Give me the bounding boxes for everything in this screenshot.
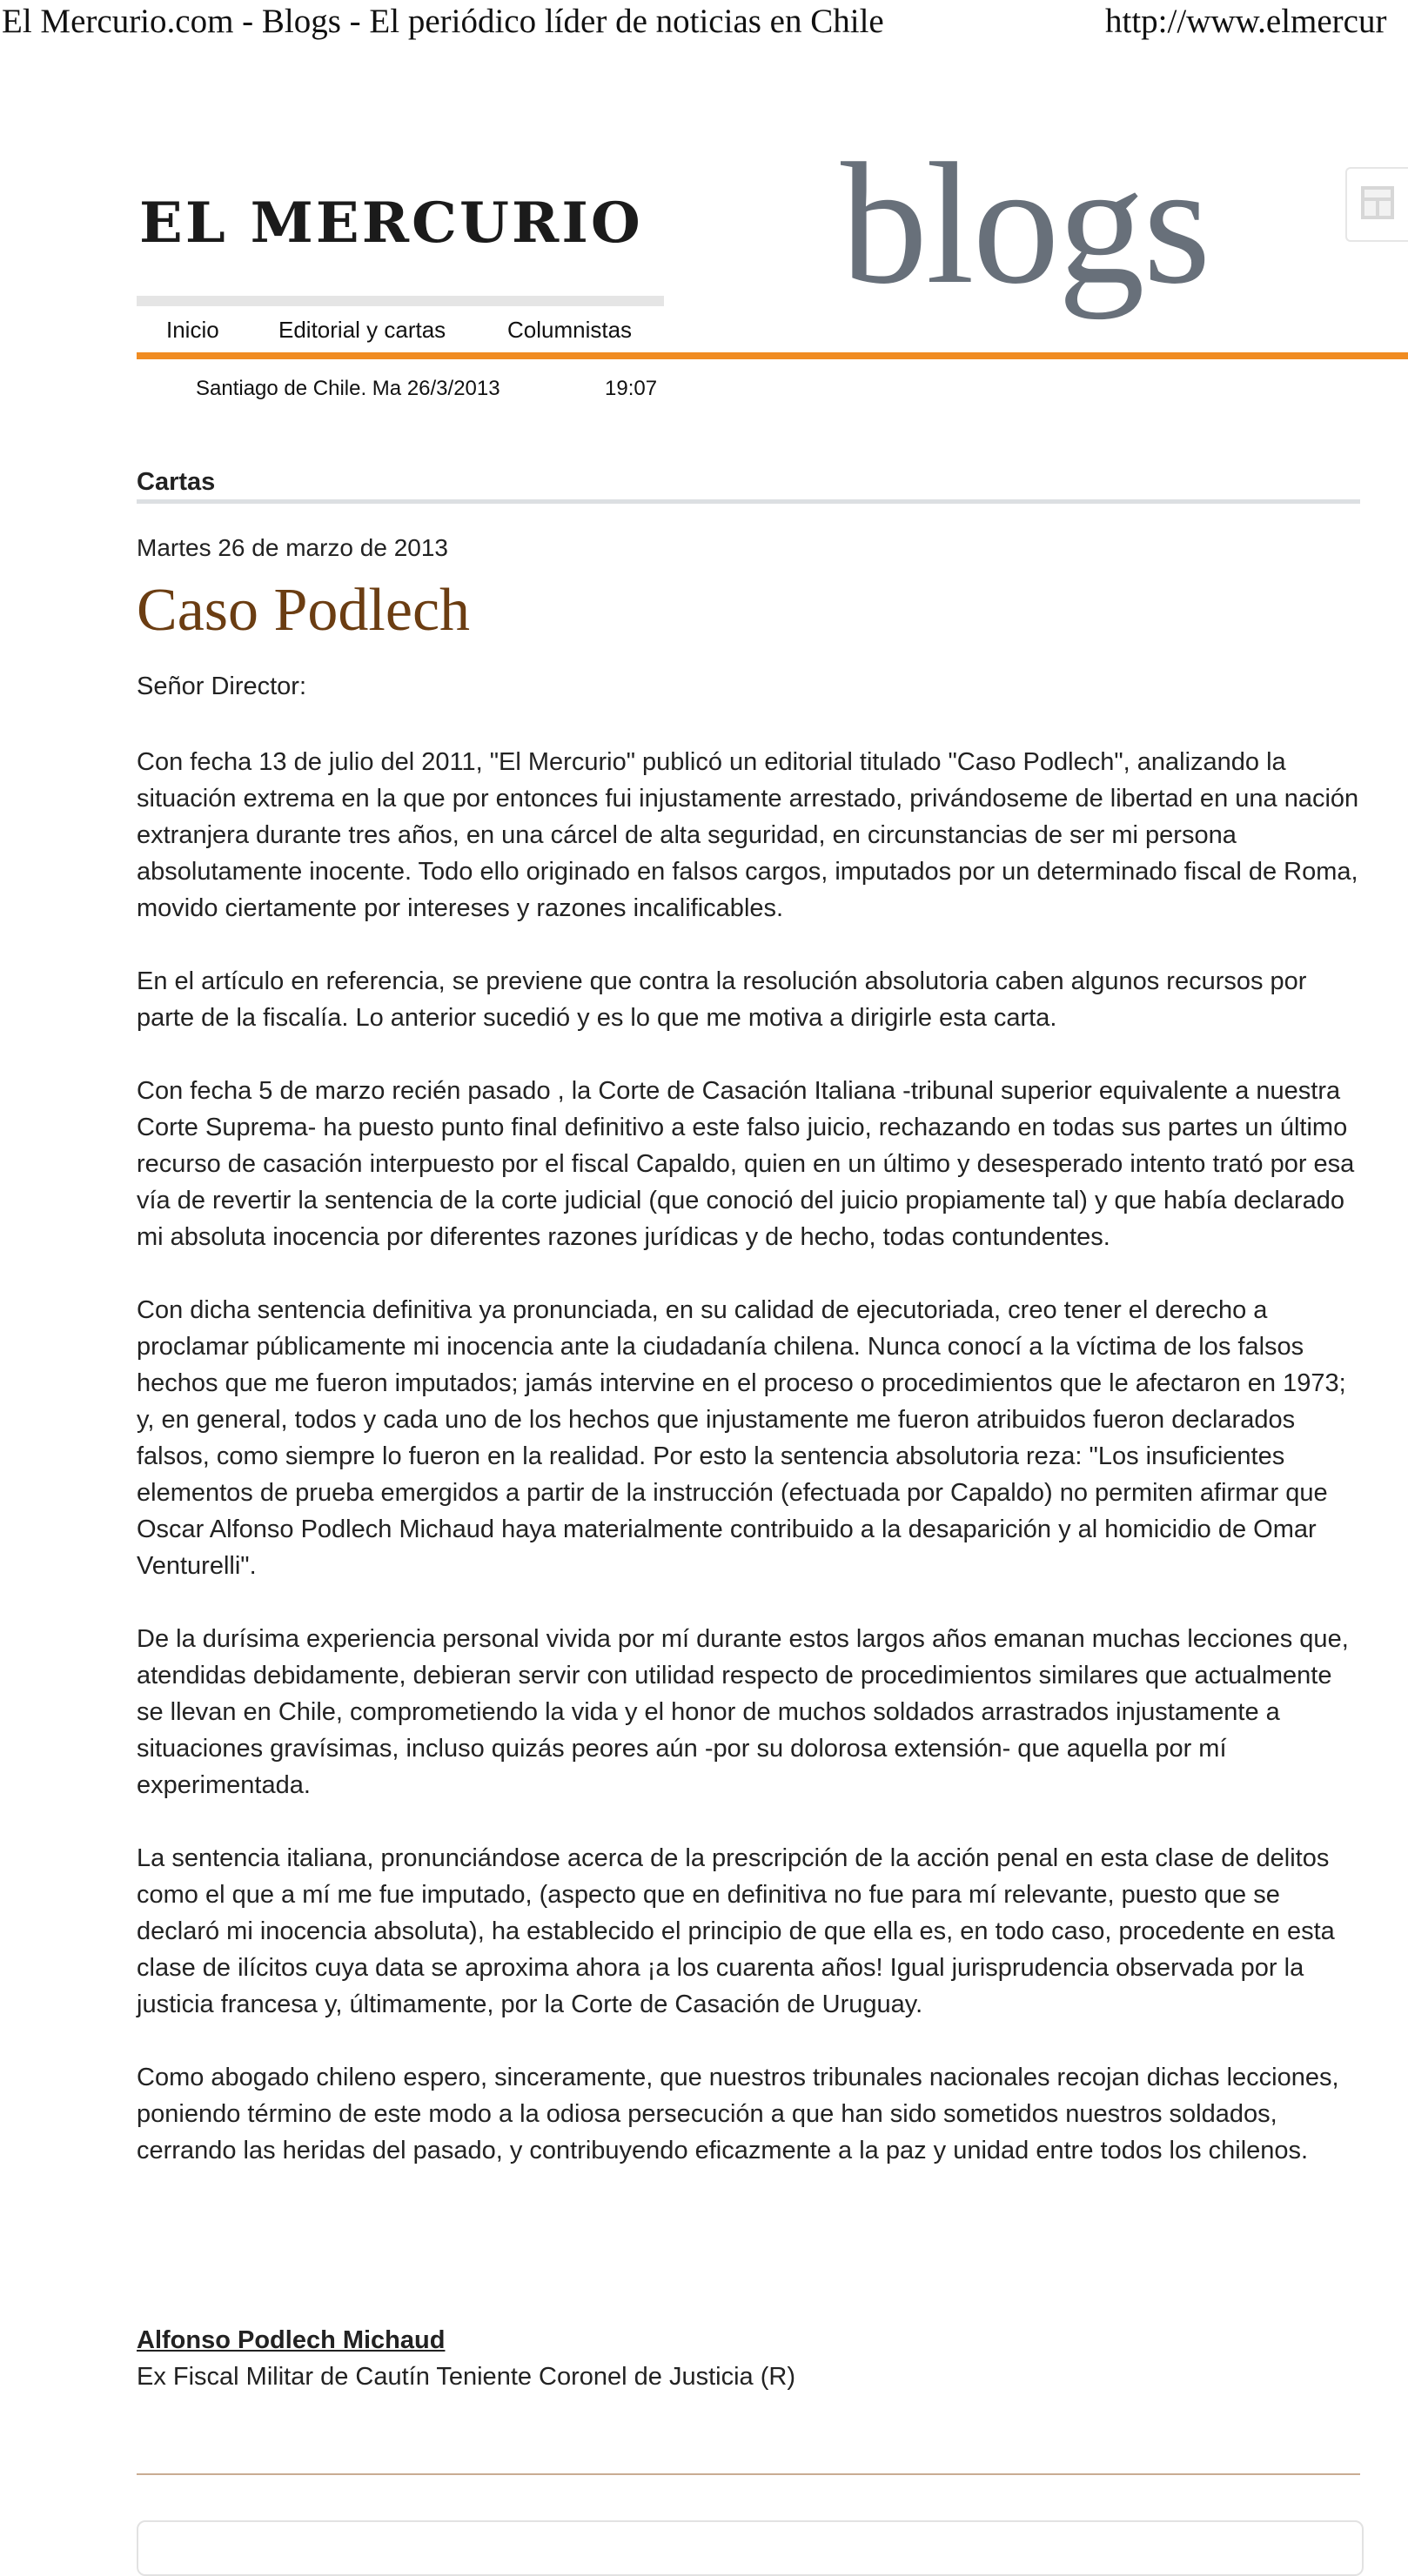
letter-paragraph: Con dicha sentencia definitiva ya pronunciada, en su calidad de ejecutoriada, creo tener el derecho a proclamar públicamente mi inocencia ante la ciudadanía chilena. Nunca conocí a la víctima de los falsos hechos que me fueron imputados; jamás intervine en el proceso o procedimientos que le afectaron en 1973; y, en general, todos y cada uno de los hechos que injustamente me fueron atribuidos fueron declarados falsos, como siempre lo fueron en la realidad. Por esto la sentencia absolutoria reza: "Los insuficientes elementos de prueba emergidos a partir de la instrucción (efectuada por Capaldo) no permiten afirmar que Oscar Alfonso Podlech Michaud haya materialmente contribuido a la desaparición y al homicidio de Omar Venturelli". bbox=[137, 1296, 1346, 1580]
article-date: Martes 26 de marzo de 2013 bbox=[137, 534, 448, 561]
blogs-logo[interactable]: blogs bbox=[841, 128, 1210, 320]
author-name-link[interactable]: Alfonso Podlech Michaud bbox=[137, 2326, 446, 2354]
section-divider bbox=[137, 499, 1360, 504]
letter-paragraph: De la durísima experiencia personal vivida por mí durante estos largos años emanan muchas lecciones que, atendidas debidamente, debieran servir con utilidad respecto de procedimientos similares que actualmente se llevan en Chile, comprometiendo la vida y el honor de muchos soldados arrastrados injustamente a situaciones gravísimas, incluso quizás peores aún -por su dolorosa extensión- que aquella por mí experimentada. bbox=[137, 1625, 1349, 1799]
letter-signature bbox=[137, 2322, 795, 2395]
dateline-location-date: Santiago de Chile. Ma 26/3/2013 bbox=[196, 377, 500, 400]
letter-paragraph: En el artículo en referencia, se previene que contra la resolución absolutoria caben algunos recursos por parte de la fiscalía. Lo anterior sucedió y es lo que me motiva a dirigirle esta carta. bbox=[137, 967, 1307, 1032]
nav-top-bar bbox=[137, 296, 664, 306]
print-page-url: http://www.elmercur bbox=[1105, 3, 1387, 40]
letter-paragraph: Con fecha 13 de julio del 2011, "El Mercurio" publicó un editorial titulado "Caso Podlech", analizando la situación extrema en la que por entonces fui injustamente arrestado, privándoseme de libertad en una nación extranjera durante tres años, en una cárcel de alta seguridad, en circunstancias de ser mi persona absolutamente inocente. Todo ello originado en falsos cargos, imputados por un determinado fiscal de Roma, movido ciertamente por intereses y razones incalificables. bbox=[137, 748, 1359, 922]
layout-toggle-button[interactable] bbox=[1345, 167, 1408, 242]
dateline-time: 19:07 bbox=[605, 377, 658, 400]
print-page-title: El Mercurio.com - Blogs - El periódico líder de noticias en Chile bbox=[2, 3, 884, 40]
nav-divider bbox=[137, 352, 1408, 359]
print-header bbox=[0, 0, 1408, 45]
letter-paragraph: Como abogado chileno espero, sinceramente, que nuestros tribunales nacionales recojan dichas lecciones, poniendo término de este modo a la odiosa persecución a que han sido sometidos nuestros soldados, cerrando las heridas del pasado, y contribuyendo eficazmente a la paz y unidad entre todos los chilenos. bbox=[137, 2064, 1339, 2165]
article-end-divider bbox=[137, 2473, 1360, 2475]
letter-paragraph: La sentencia italiana, pronunciándose acerca de la prescripción de la acción penal en esta clase de delitos como el que a mí me fue imputado, (aspecto que en definitiva no fue para mí relevante, puesto que se declaró mi inocencia absoluta), ha establecido el principio de que ella es, en todo caso, procedente en esta clase de ilícitos cuya data se aproxima ahora ¡a los cuarenta años! Igual jurisprudencia observada por la justicia francesa y, últimamente, por la Corte de Casación de Uruguay. bbox=[137, 1844, 1335, 2018]
nav-item-columnistas[interactable]: Columnistas bbox=[507, 317, 633, 343]
dateline bbox=[196, 377, 658, 401]
article-title: Caso Podlech bbox=[137, 577, 471, 644]
section-label: Cartas bbox=[137, 468, 216, 496]
grid-layout-icon bbox=[1361, 186, 1394, 219]
el-mercurio-logo[interactable]: EL MERCURIO bbox=[139, 191, 643, 256]
letter-body bbox=[137, 744, 1364, 2205]
letter-salutation: Señor Director: bbox=[137, 672, 307, 700]
nav-item-inicio[interactable]: Inicio bbox=[166, 317, 219, 343]
letter-paragraph: Con fecha 5 de marzo recién pasado , la Corte de Casación Italiana -tribunal superior equivalente a nuestra Corte Suprema- ha puesto punto final definitivo a este falso juicio, rechazando en todas sus partes un último recurso de casación interpuesto por el fiscal Capaldo, quien en un último y desesperado intento trató por esa vía de revertir la sentencia de la corte judicial (que conoció del juicio propiamente tal) y que había declarado mi absoluta inocencia por diferentes razones jurídicas y de hecho, todas contundentes. bbox=[137, 1077, 1355, 1251]
nav-item-editorial-y-cartas[interactable]: Editorial y cartas bbox=[278, 317, 446, 343]
author-title: Ex Fiscal Militar de Cautín Teniente Coronel de Justicia (R) bbox=[137, 2363, 796, 2391]
comment-box[interactable] bbox=[137, 2520, 1364, 2576]
